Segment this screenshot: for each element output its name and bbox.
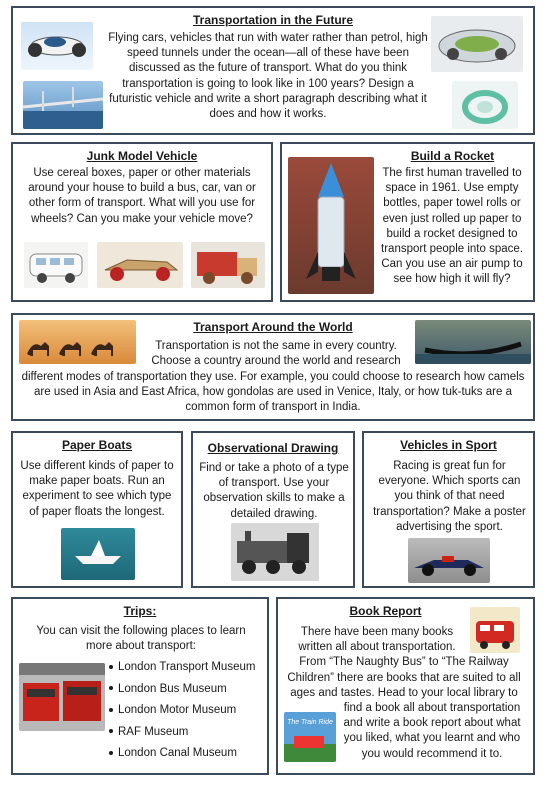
camels-image: [19, 320, 136, 364]
sport-panel: [362, 431, 535, 588]
sport-title: Vehicles in Sport: [400, 438, 497, 452]
list-item[interactable]: London Transport Museum: [109, 657, 255, 679]
junk-bus-image: [24, 242, 88, 288]
world-line2: Choose a country around the world and research: [151, 355, 401, 367]
paper-boat-image: [61, 528, 135, 580]
future-car-image: [431, 16, 523, 72]
future-body: Flying cars, vehicles that run with water rather than petrol, high speed tunnels under the ocean—all of these have been discussed as the future of transport. What do you think transportation is going to look like in 100 years? Design a futuristic vehicle and write a short paragraph describing what it does and how it works.: [108, 32, 428, 121]
trips-intro: You can visit the following places to learn more about transport:: [36, 625, 246, 653]
junk-panel: [11, 142, 273, 302]
junk-truck-image: [191, 242, 265, 288]
junk-title: Junk Model Vehicle: [86, 149, 198, 163]
rocket-panel: [280, 142, 535, 302]
race-car-image: [408, 538, 490, 583]
drawing-body: Find or take a photo of a type of transport. Use your observation skills to make a detailed drawing.: [199, 462, 349, 520]
boats-body: Use different kinds of paper to make paper boats. Run an experiment to see which type of paper floats the longest.: [20, 460, 174, 518]
cover-title-text: The Train Ride: [287, 719, 333, 726]
list-item[interactable]: RAF Museum: [109, 722, 255, 744]
junk-body: Use cereal boxes, paper or other materials around your house to build a bus, car, van or other form of transport. What will you use for wheels? Can you make your vehicle move?: [28, 167, 256, 225]
list-item[interactable]: London Bus Museum: [109, 679, 255, 701]
book-title: Book Report: [349, 604, 422, 618]
world-panel: [11, 313, 535, 421]
pod-vehicle-image: [452, 81, 518, 129]
world-title: Transport Around the World: [193, 320, 353, 334]
rocket-title: Build a Rocket: [410, 149, 495, 163]
drawing-title: Observational Drawing: [207, 441, 339, 455]
bullet-icon: [109, 686, 113, 690]
trips-panel: [11, 597, 269, 775]
book-panel: [276, 597, 535, 775]
rocket-image: [288, 157, 374, 294]
bullet-icon: [109, 665, 113, 669]
bullet-icon: [109, 729, 113, 733]
trips-title: Trips:: [123, 604, 157, 618]
boats-panel: [11, 431, 183, 588]
future-panel: [11, 6, 535, 135]
rocket-body: The first human travelled to space in 1961. Use empty bottles, paper towel rolls or even just rolled up paper to build a rocket designed to transport people into space. Can you use an air pump to see how high it will fly?: [381, 167, 523, 286]
boats-title: Paper Boats: [61, 438, 133, 452]
sport-body: Racing is great fun for everyone. Which sports can you think of that need transportation? Make a poster advertising the sport.: [373, 460, 526, 533]
trips-list: [109, 657, 255, 765]
flying-car-image: [21, 22, 93, 70]
list-item[interactable]: London Motor Museum: [109, 700, 255, 722]
future-title: Transportation in the Future: [192, 13, 353, 27]
book-body: There have been many books written all about transportation. From “The Naughty Bus” to “The Railway Children” there are books that are suited to all ages and tastes. Head to your local library to find a book all about transportation and write a book report about what you liked, what you learnt and who you would recommend it to.: [287, 626, 521, 760]
world-line1: Transportation is not the same in every country.: [155, 340, 397, 352]
gondola-image: [415, 320, 531, 364]
bullet-icon: [109, 708, 113, 712]
list-item[interactable]: London Canal Museum: [109, 743, 255, 765]
drawing-panel: [191, 431, 355, 588]
world-body: different modes of transportation they use. For example, you could choose to research how camels are used in Asia and East Africa, how gondolas are used in Venice, Italy, or how tuk-tuks are a common form of transport in India.: [21, 371, 525, 414]
bus-museum-image: [19, 663, 105, 731]
book-body-top: [278, 625, 528, 762]
bullet-icon: [109, 751, 113, 755]
bridge-image: [23, 81, 103, 129]
old-train-image: [231, 523, 319, 581]
junk-racecar-image: [97, 242, 183, 288]
